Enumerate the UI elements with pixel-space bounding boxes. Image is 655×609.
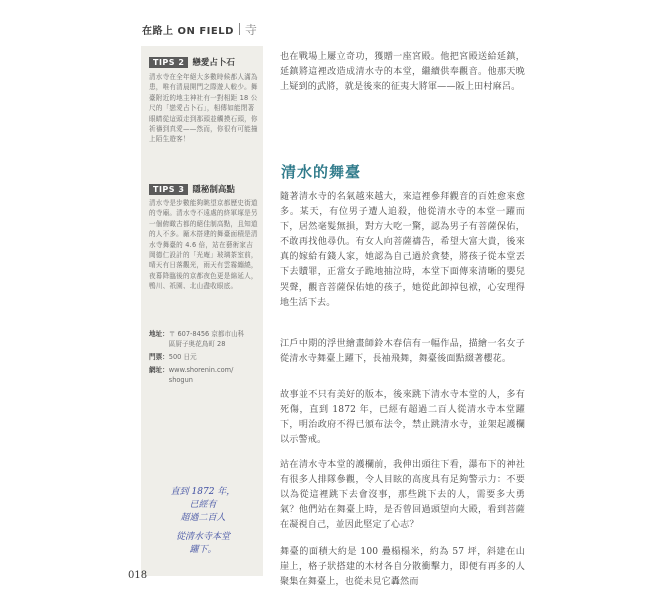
header-title: 在路上 ON FIELD <box>142 25 234 37</box>
handwritten-line-1: 直到 1872 年， <box>170 487 236 497</box>
handwritten-line-2: 已經有 <box>189 500 217 510</box>
tip-2-badge: TIPS 2 <box>149 57 188 68</box>
tip-2-title: 戀愛占卜石 <box>192 58 235 68</box>
tip-3-title: 隱秘制高點 <box>192 185 235 195</box>
tip-3-badge: TIPS 3 <box>149 184 188 195</box>
ticket-row <box>149 352 261 362</box>
paragraph-2: 隨著清水寺的名氣越來越大，來這裡參拜觀音的百姓愈來愈多。某天，有位男子遭人追殺，他從清水寺的本堂一躍而下，居然毫髮無損，對方大吃一驚，認為男子有菩薩保佑，不敢再找他尋仇。有女人向菩薩禱告，希望大富大貴，後來真的嫁給有錢人家，她認為自己過於貪婪，將孩子從本堂丟下去贖罪，正當女子跪地抽泣時，本堂下面傳來清晰的嬰兒哭聲，觀音菩薩保佑她的孩子，她從此卸掉包袱，心安理得地生活下去。 <box>280 192 525 308</box>
paragraph-5: 站在清水寺本堂的護欄前，我伸出頭往下看，瀑布下的神社有很多人排隊參觀，令人目眩的高度具有足夠警示力：不要以為從這裡跳下去會沒事，那些跳下去的人，需要多大勇氣？他們站在舞臺上時，是否曾回過頭望向大殿，看到菩薩在凝視自己，並因此堅定了心志？ <box>280 460 525 531</box>
handwritten-line-3: 超過二百人 <box>180 513 226 523</box>
section-title: 清水的舞臺 <box>281 163 362 181</box>
paragraph-6: 舞臺的面積大約是 100 疊榻榻米，約為 57 坪，斜建在山崖上，格子狀搭建的木材各自分散衝擊力，即便有再多的人聚集在舞臺上，也從未見它轟然而 <box>280 547 525 588</box>
handwritten-line-5: 躍下。 <box>189 545 217 555</box>
tip-2-body <box>149 72 259 145</box>
address-label: 地址： <box>149 330 169 338</box>
paragraph-1: 也在戰場上屢立奇功，獲贈一座宮殿。他把宮殿送給延鎮，延鎮將這裡改造成清水寺的本堂，繼續供奉觀音。他那天晚上疑到的武將，就是後來的征夷大將軍——阪上田村麻呂。 <box>280 52 525 93</box>
address-row <box>149 329 261 349</box>
tip-3-text: 清水寺是步數能夠眺望京都歷史街道的寺廟。清水寺不遠處的終軍塚是另一個俯瞰古都的絕佳制高點，且知道的人不多。厰木搭建的舞臺面積是清水寺舞臺的 4.6 倍，站在藝術家吉岡德仁設計的「光庵」玻璃茶室前，晴天有日落觀光，雨天有雲霧纏繞，夜幕降臨後的京都夜色更是綿延人，鴨川、祇園、北山盡收眼底。 <box>149 199 258 291</box>
address-value: 〒 607-8456 京都市山科 區厨子奥花鳥町 28 <box>168 330 245 348</box>
info-block <box>149 329 261 388</box>
header-divider <box>239 23 240 35</box>
paragraph-3: 江戶中期的浮世繪畫師鈴木春信有一幅作品，描繪一名女子從清水寺舞臺上躍下，長袖飛舞，舞臺後面點綴著櫻花。 <box>280 339 525 365</box>
paragraph-4: 故事並不只有美好的版本，後來跳下清水寺本堂的人，多有死傷，直到 1872 年，已經有超過二百人從清水寺本堂躍下，明治政府不得已頒布法令，禁止跳清水寺，並架起護欄以示警戒。 <box>280 390 525 446</box>
tip-2-heading <box>149 56 235 68</box>
running-header <box>142 20 257 38</box>
website-label: 網址： <box>149 366 169 374</box>
page-number: 018 <box>128 570 148 581</box>
handwritten-note <box>143 486 263 557</box>
website-row <box>149 365 261 385</box>
website-value[interactable]: www.shorenin.com/ shogun <box>168 366 234 384</box>
header-glyph: 寺 <box>244 22 257 37</box>
ticket-value: 500 日元 <box>168 353 197 361</box>
ticket-label: 門票： <box>149 353 169 361</box>
tip-3-heading <box>149 183 235 195</box>
handwritten-line-4: 從清水寺本堂 <box>175 532 230 542</box>
tip-2-text: 清水寺在全年絕大多數時候都人滿為患，唯有清晨開門之際遊人較少。舞臺附近的地主神社有一對相距 18 公尺的「戀愛占卜石」，相傳如能閉著眼睛從這頭走到那頭並觸摸石頭，你祈禱到真愛——然而，你很有可能撞上陌生遊客！ <box>149 73 258 144</box>
tip-3-body <box>149 198 259 292</box>
